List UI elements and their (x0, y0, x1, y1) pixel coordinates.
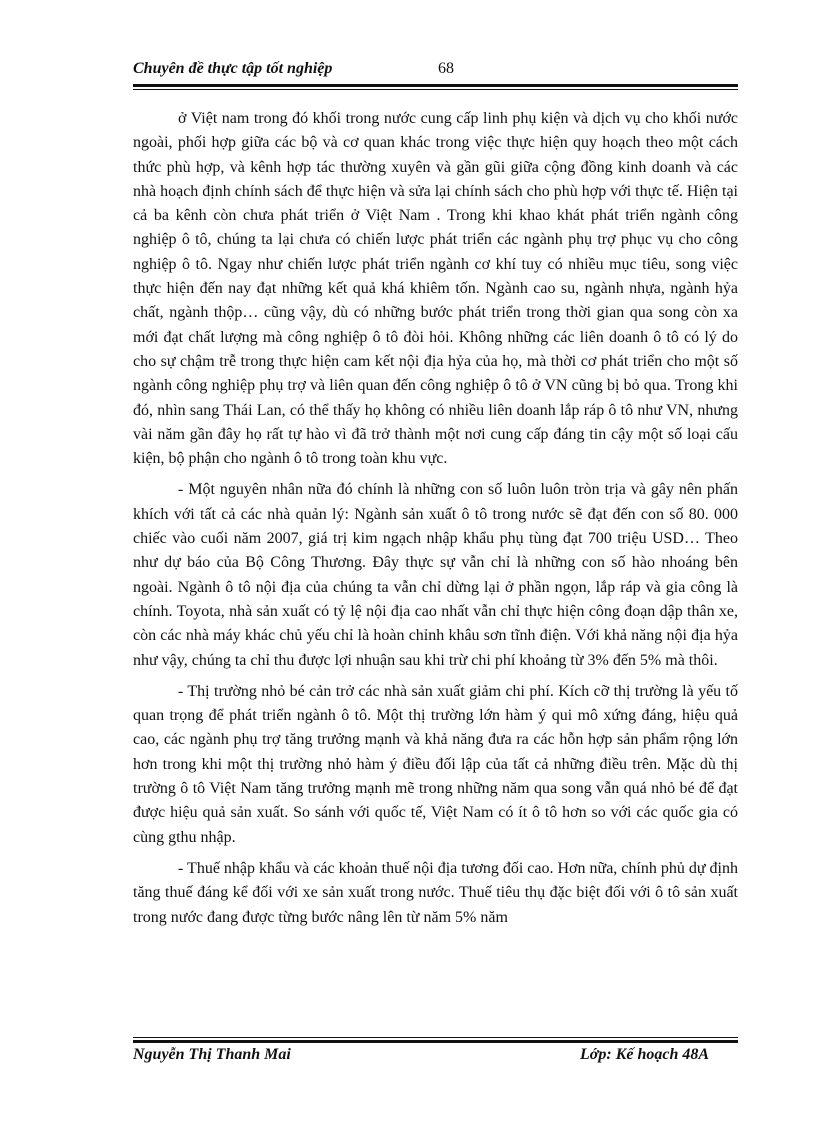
paragraph: - Thuế nhập khẩu và các khoản thuế nội địa tương đối cao. Hơn nữa, chính phủ dự định tăng thuế đáng kể đối với xe sản xuất trong nước. Thuế tiêu thụ đặc biệt đối với ô tô sản xuất trong nước đang được từng bước nâng lên từ năm 5% năm (133, 859, 738, 926)
header-rule-thin (133, 89, 738, 90)
class-label: Lớp: Kế hoạch 48A (580, 1046, 710, 1063)
footer-rule-thick (133, 1040, 738, 1043)
paragraph: ở Việt nam trong đó khối trong nước cung cấp linh phụ kiện và dịch vụ cho khối nước ngoài, phối hợp giữa các bộ và cơ quan khác trong việc thực hiện quy hoạch theo một cách thức phù hợp, và kênh hợp tác thường xuyên và gần gũi giữa cộng đồng kinh doanh và các nhà hoạch định chính sách để thực hiện và sửa lại chính sách cho phù hợp với thực tế. Hiện tại cả ba kênh còn chưa phát triển ở Việt Nam . Trong khi khao khát phát triển ngành công nghiệp ô tô, chúng ta lại chưa có chiến lược phát triển các ngành phụ trợ phục vụ cho công nghiệp ô tô. Ngay như chiến lược phát triển ngành cơ khí tuy có nhiều mục tiêu, song việc thực hiện đến nay đạt những kết quả khá khiêm tốn. Ngành cao su, ngành nhựa, ngành hỷa chất, ngành thộp… cũng vậy, dù có những bước phát triển trong thời gian qua song còn xa mới đạt chất lượng mà công nghiệp ô tô đòi hỏi. Không những các liên doanh ô tô có lý do cho sự chậm trễ trong thực hiện cam kết nội địa hỷa của họ, mà thời cơ phát triển cho một số ngành công nghiệp phụ trợ và liên quan đến công nghiệp ô tô ở VN cũng bị bỏ qua. Trong khi đó, nhìn sang Thái Lan, có thể thấy họ không có nhiều liên doanh lắp ráp ô tô như VN, nhưng vài năm gần đây họ rất tự hào vì đã trở thành một nơi cung cấp đáng tin cậy một số loại cấu kiện, bộ phận cho ngành ô tô trong toàn khu vực. (133, 110, 738, 468)
page-header (133, 58, 738, 84)
body-text (133, 107, 738, 937)
footer-rule-thin (133, 1037, 738, 1038)
paragraph: - Thị trường nhỏ bé cản trở các nhà sản xuất giảm chi phí. Kích cỡ thị trường là yếu tố quan trọng để phát triển ngành ô tô. Một thị trường lớn hàm ý qui mô xứng đáng, hiệu quả cao, các ngành phụ trợ tăng trưởng mạnh và khả năng đưa ra các hỗn hợp sản phẩm rộng lớn hơn trong khi một thị trường nhỏ hàm ý điều đối lập của tất cả những điều trên. Mặc dù thị trường ô tô Việt Nam tăng trưởng mạnh mẽ trong những năm qua song vẫn quá nhỏ bé để đạt được hiệu quả sản xuất. So sánh với quốc tế, Việt Nam có ít ô tô hơn so với các quốc gia có cùng gthu nhập. (133, 682, 738, 846)
header-rule-thick (133, 84, 738, 87)
paragraph: - Một nguyên nhân nữa đó chính là những con số luôn luôn tròn trịa và gây nên phấn khích với tất cả các nhà quản lý: Ngành sản xuất ô tô trong nước sẽ đạt đến con số 80. 000 chiếc vào cuối năm 2007, giá trị kim ngạch nhập khẩu phụ tùng đạt 700 triệu USD… Theo như dự báo của Bộ Công Thương. Đây thực sự vẫn chỉ là những con số hào nhoáng bên ngoài. Ngành ô tô nội địa của chúng ta vẫn chỉ dừng lại ở phần ngọn, lắp ráp và gia công là chính. Toyota, nhà sản xuất có tỷ lệ nội địa cao nhất vẫn chỉ thực hiện công đoạn dập thân xe, còn các nhà máy khác chủ yếu chỉ là hoàn chỉnh khâu sơn tĩnh điện. Với khả năng nội địa hỷa như vậy, chúng ta chỉ thu được lợi nhuận sau khi trừ chi phí khoảng từ 3% đến 5% mà thôi. (133, 481, 738, 669)
document-title: Chuyên đề thực tập tốt nghiệp (133, 60, 333, 77)
page-number: 68 (438, 60, 454, 77)
author-name: Nguyễn Thị Thanh Mai (133, 1046, 291, 1063)
